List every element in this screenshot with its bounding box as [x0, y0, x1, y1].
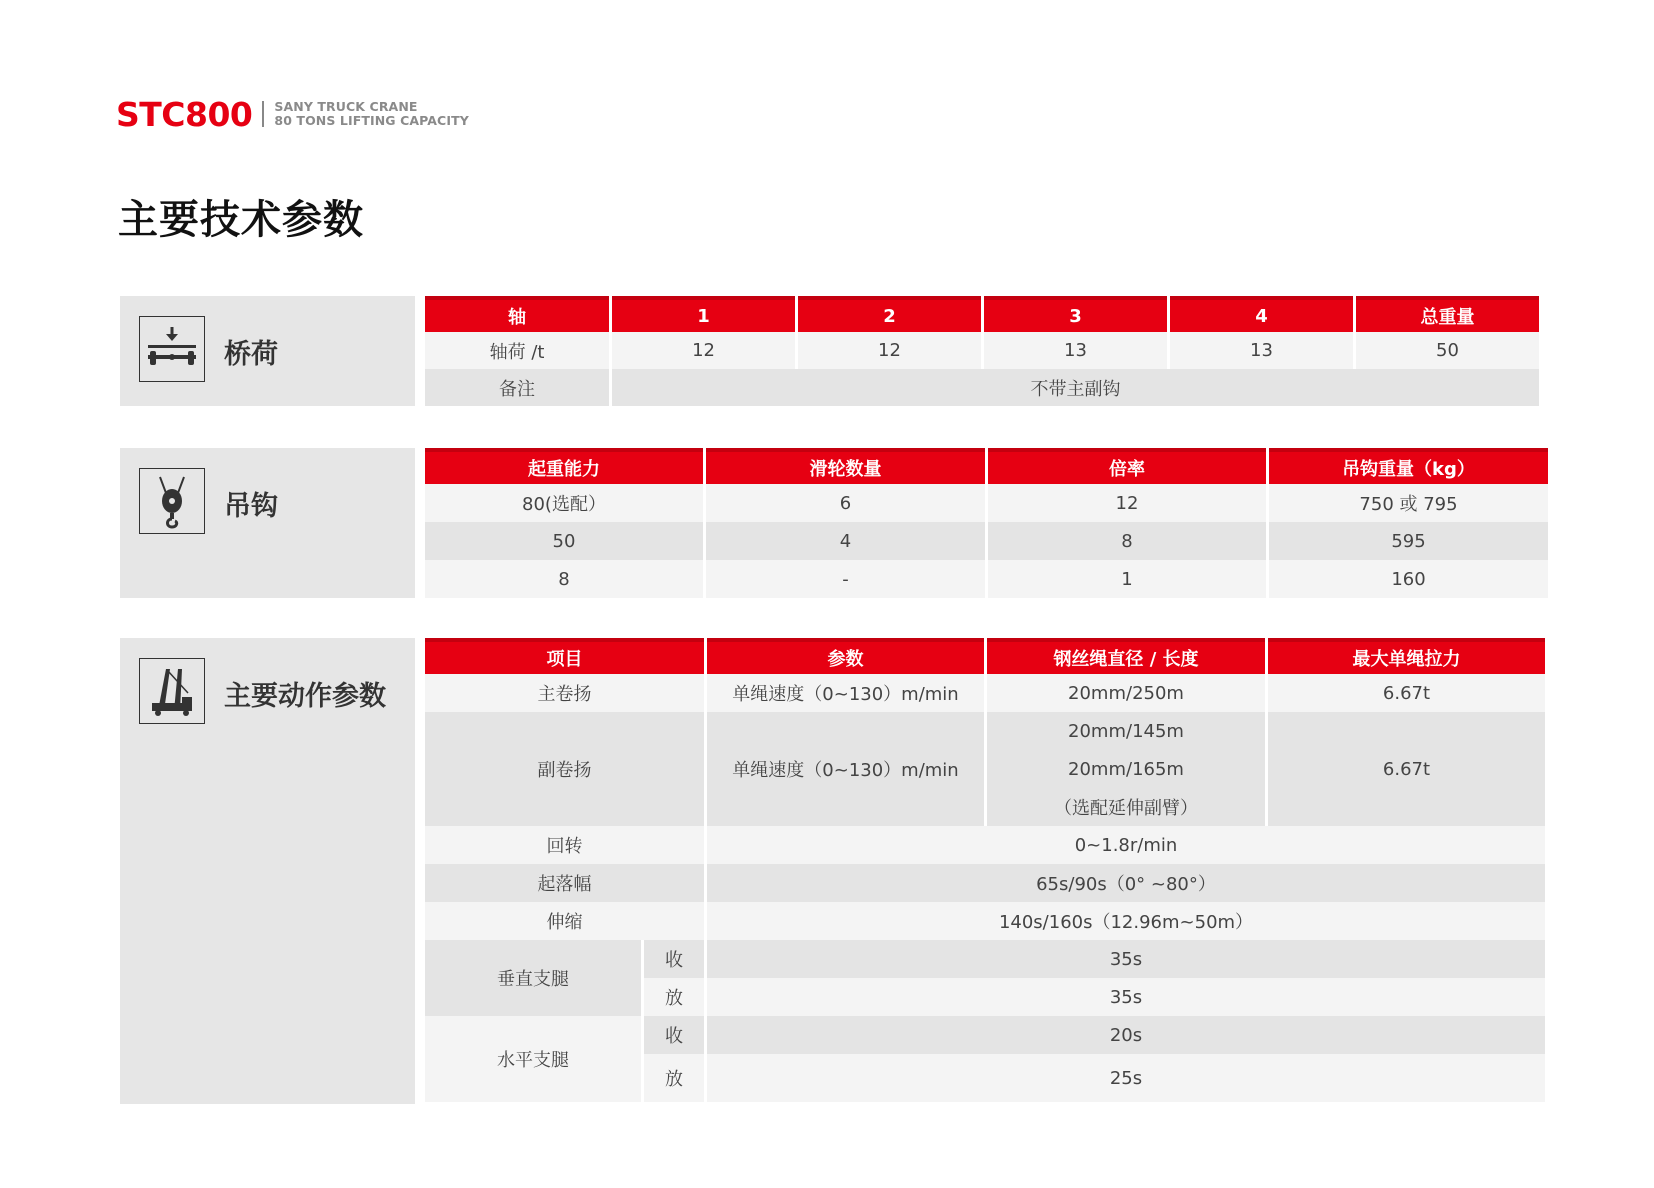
- hook-header-row: [425, 448, 1548, 484]
- table-cell: 50: [425, 522, 703, 560]
- motion-header-row: [425, 638, 1545, 674]
- table-cell: 单绳速度（0~130）m/min: [707, 712, 984, 826]
- table-cell: 备注: [425, 369, 609, 406]
- table-cell: 收: [644, 940, 704, 978]
- table-row: [425, 1016, 1545, 1054]
- table-cell: 副卷扬: [425, 712, 704, 826]
- table-header: 倍率: [988, 448, 1266, 484]
- logo-subtitle-line1: SANY TRUCK CRANE: [274, 99, 418, 114]
- table-header: 起重能力: [425, 448, 703, 484]
- hook-section: [120, 448, 1542, 598]
- table-cell: 单绳速度（0~130）m/min: [707, 674, 984, 712]
- table-cell: 20s: [707, 1016, 1545, 1054]
- table-header: 吊钩重量（kg）: [1269, 448, 1548, 484]
- table-cell: 750 或 795: [1269, 484, 1548, 522]
- motion-table: [422, 638, 1548, 1102]
- table-cell: 放: [644, 1054, 704, 1102]
- table-cell: 6.67t: [1268, 712, 1545, 826]
- table-cell: 35s: [707, 978, 1545, 1016]
- hook-label: 吊钩: [224, 491, 278, 522]
- table-cell: 20mm/165m: [987, 750, 1265, 788]
- table-cell: 主卷扬: [425, 674, 704, 712]
- table-header: 4: [1170, 296, 1353, 332]
- page-title: 主要技术参数: [118, 197, 364, 243]
- table-cell: 20mm/250m: [987, 674, 1265, 712]
- table-cell: 回转: [425, 826, 704, 864]
- table-row: [425, 902, 1545, 940]
- table-row: [425, 940, 1545, 978]
- motion-section: [120, 638, 1542, 1104]
- header: [116, 94, 469, 134]
- table-header: 钢丝绳直径 / 长度: [987, 638, 1265, 674]
- axle-load-label: 桥荷: [224, 339, 278, 370]
- table-cell: 6: [706, 484, 985, 522]
- table-cell: （选配延伸副臂）: [987, 788, 1265, 826]
- table-header: 滑轮数量: [706, 448, 985, 484]
- table-cell: 20mm/145m: [987, 712, 1265, 750]
- table-row: [425, 332, 1539, 369]
- table-cell: 0~1.8r/min: [707, 826, 1545, 864]
- table-cell: 13: [984, 332, 1167, 369]
- hook-icon: [139, 468, 205, 534]
- axle-load-section: [120, 296, 1542, 406]
- motion-side-panel: [120, 638, 415, 1104]
- table-row: [425, 369, 1539, 406]
- table-row: [425, 674, 1545, 712]
- table-header: 项目: [425, 638, 704, 674]
- table-header: 最大单绳拉力: [1268, 638, 1545, 674]
- table-cell: 50: [1356, 332, 1539, 369]
- table-cell: 水平支腿: [425, 1016, 641, 1102]
- hook-side-panel: [120, 448, 415, 598]
- table-row: [425, 712, 1545, 750]
- table-cell: 80(选配）: [425, 484, 703, 522]
- table-cell: 13: [1170, 332, 1353, 369]
- table-cell: 25s: [707, 1054, 1545, 1102]
- table-header: 总重量: [1356, 296, 1539, 332]
- table-header: 轴: [425, 296, 609, 332]
- table-cell: 595: [1269, 522, 1548, 560]
- table-cell: 12: [798, 332, 981, 369]
- table-header: 3: [984, 296, 1167, 332]
- axle-load-header-row: [425, 296, 1539, 332]
- table-row: [425, 522, 1548, 560]
- table-cell: 65s/90s（0° ~80°）: [707, 864, 1545, 902]
- axle-load-icon: [139, 316, 205, 382]
- logo: STC800: [116, 94, 253, 134]
- table-cell: 6.67t: [1268, 674, 1545, 712]
- table-cell: -: [706, 560, 985, 598]
- logo-subtitle: [274, 100, 468, 128]
- table-cell: 垂直支腿: [425, 940, 641, 1016]
- table-header: 2: [798, 296, 981, 332]
- table-cell: 8: [988, 522, 1266, 560]
- table-cell: 放: [644, 978, 704, 1016]
- table-cell: 不带主副钩: [612, 369, 1539, 406]
- crane-boom-icon: [139, 658, 205, 724]
- table-cell: 160: [1269, 560, 1548, 598]
- table-cell: 轴荷 /t: [425, 332, 609, 369]
- table-cell: 140s/160s（12.96m~50m）: [707, 902, 1545, 940]
- table-row: [425, 560, 1548, 598]
- table-cell: 伸缩: [425, 902, 704, 940]
- table-cell: 收: [644, 1016, 704, 1054]
- table-row: [425, 864, 1545, 902]
- table-cell: 12: [612, 332, 795, 369]
- table-header: 参数: [707, 638, 984, 674]
- table-cell: 起落幅: [425, 864, 704, 902]
- axle-load-table: [422, 296, 1542, 406]
- motion-label: 主要动作参数: [224, 681, 386, 712]
- table-cell: 4: [706, 522, 985, 560]
- logo-subtitle-line2: 80 TONS LIFTING CAPACITY: [274, 113, 469, 128]
- table-cell: 8: [425, 560, 703, 598]
- hook-table: [422, 448, 1551, 598]
- table-cell: 35s: [707, 940, 1545, 978]
- table-row: [425, 484, 1548, 522]
- axle-load-side-panel: [120, 296, 415, 406]
- table-cell: 12: [988, 484, 1266, 522]
- table-header: 1: [612, 296, 795, 332]
- logo-divider: [262, 101, 264, 127]
- table-row: [425, 826, 1545, 864]
- table-cell: 1: [988, 560, 1266, 598]
